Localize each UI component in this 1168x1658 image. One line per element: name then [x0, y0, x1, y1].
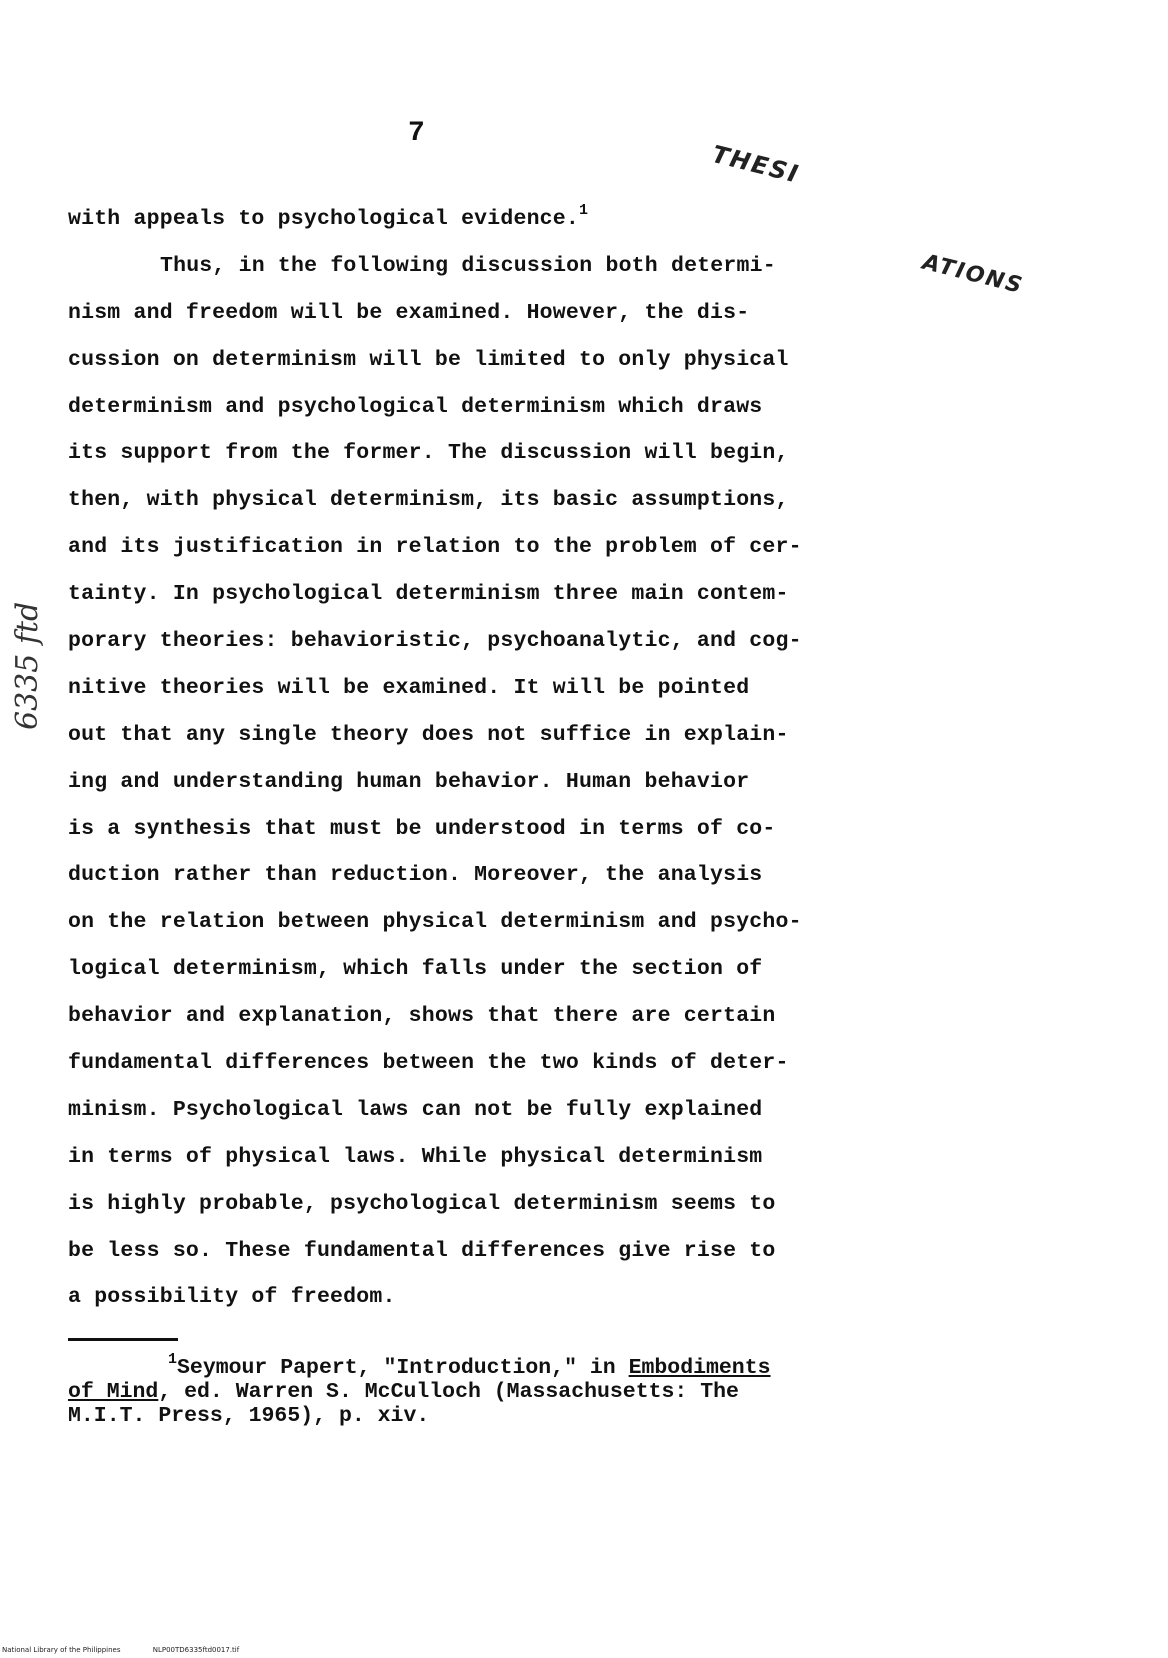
theses-stamp-top: THESI [709, 140, 803, 189]
body-line: minism. Psychological laws can not be fully explained [68, 1097, 763, 1122]
page-number: 7 [408, 118, 425, 149]
body-line: tainty. In psychological determinism three main contem- [68, 582, 789, 607]
body-line: with appeals to psychological evidence.$^1$ [68, 202, 589, 231]
footer-filename: NLP00TD6335ftd0017.tif [152, 1646, 240, 1654]
body-line: and its justification in relation to the problem of cer- [68, 535, 802, 560]
footnote-reference: 1 [578, 202, 589, 219]
body-line: logical determinism, which falls under the section of [68, 957, 763, 982]
book-title-part: of Mind [68, 1380, 159, 1404]
body-line: a possibility of freedom. [68, 1285, 396, 1310]
scan-footer [2, 1646, 269, 1654]
theses-stamp-right: ATIONS [919, 250, 1027, 300]
body-line: in terms of physical laws. While physical determinism [68, 1144, 763, 1169]
footnote-line: of Mind, ed. Warren S. McCulloch (Massachusetts: The [68, 1380, 739, 1404]
body-text [68, 196, 888, 1321]
body-line: nism and freedom will be examined. However, the dis- [68, 300, 750, 325]
body-line: cussion on determinism will be limited to only physical [68, 347, 789, 372]
footnote [68, 1351, 888, 1428]
handwritten-margin-note: 6335 ftd [10, 601, 45, 730]
body-line: be less so. These fundamental differences give rise to [68, 1238, 776, 1263]
body-line: nitive theories will be examined. It will be pointed [68, 675, 750, 700]
footnote-divider [68, 1338, 178, 1341]
body-line: is highly probable, psychological determinism seems to [68, 1191, 776, 1216]
footnote-line: M.I.T. Press, 1965), p. xiv. [68, 1404, 430, 1428]
book-title-part: Embodiments [628, 1356, 771, 1380]
body-line: out that any single theory does not suffice in explain- [68, 722, 789, 747]
body-line: its support from the former. The discussion will begin, [68, 441, 789, 466]
footnote-line: $^1$Seymour Papert, "Introduction," in Embodiments [168, 1351, 771, 1380]
body-line: behavior and explanation, shows that there are certain [68, 1004, 776, 1029]
body-line: duction rather than reduction. Moreover, the analysis [68, 863, 763, 888]
footer-library: National Library of the Philippines [2, 1646, 121, 1654]
body-line: determinism and psychological determinism which draws [68, 394, 763, 419]
body-line: fundamental differences between the two kinds of deter- [68, 1051, 789, 1076]
footnote-marker: 1 [168, 1351, 178, 1368]
body-line: ing and understanding human behavior. Human behavior [68, 769, 750, 794]
body-line: porary theories: behavioristic, psychoanalytic, and cog- [68, 629, 802, 654]
body-line: on the relation between physical determinism and psycho- [68, 910, 802, 935]
body-line: Thus, in the following discussion both determi- [160, 253, 776, 278]
body-line: then, with physical determinism, its basic assumptions, [68, 488, 789, 513]
body-line: is a synthesis that must be understood in terms of co- [68, 816, 776, 841]
